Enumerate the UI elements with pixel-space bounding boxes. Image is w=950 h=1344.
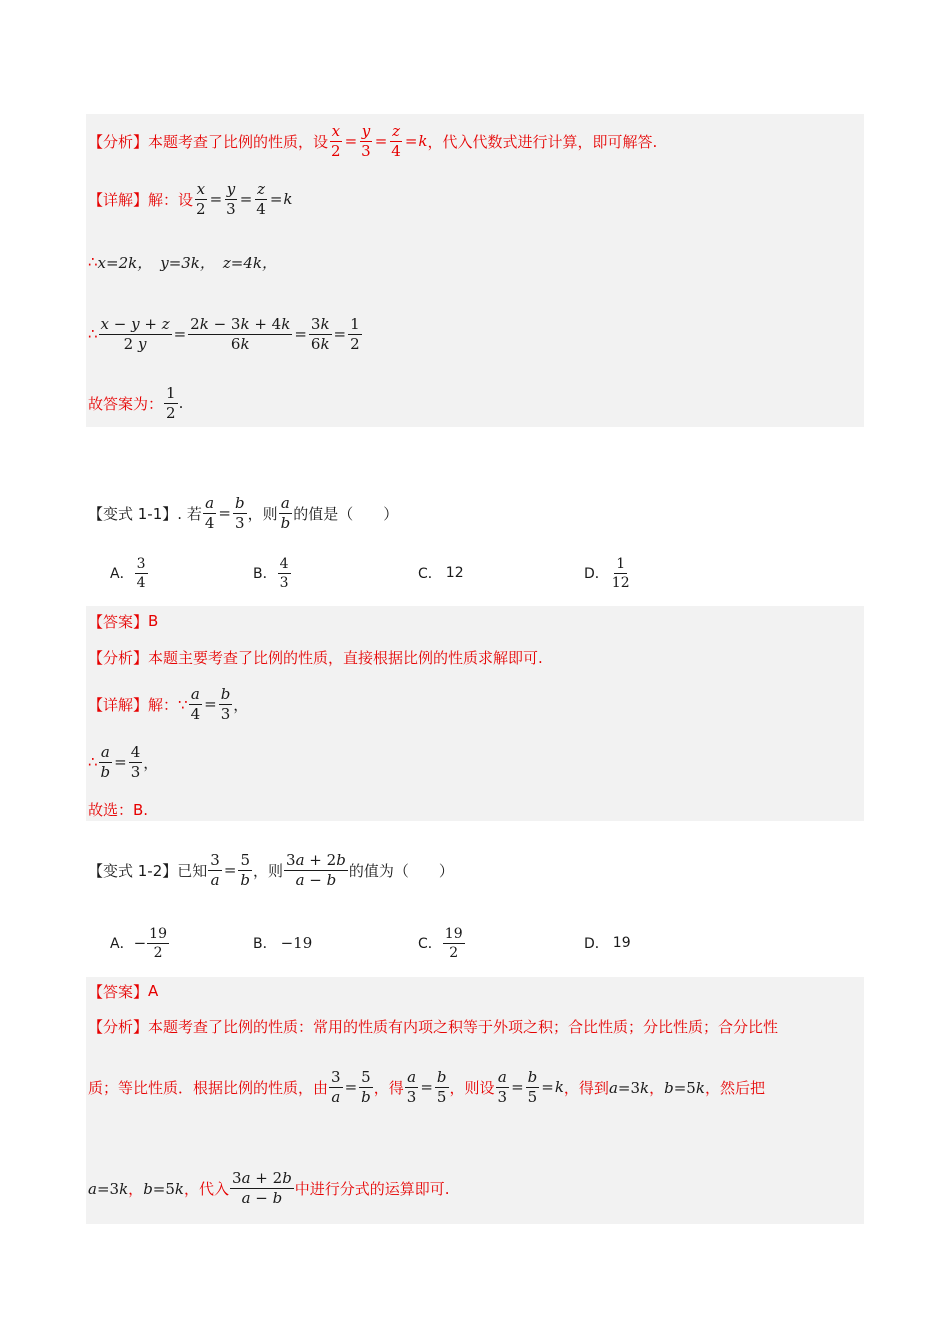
- answer-value: B: [148, 612, 159, 630]
- analysis-text: 本题考查了比例的性质：常用的性质有内项之积等于外项之积；合比性质；分比性质；合分比性: [148, 1017, 779, 1036]
- final-choice: 故选：B.: [88, 800, 149, 819]
- question-1-1: [88, 490, 398, 536]
- option-value: 12: [445, 565, 464, 581]
- analysis-line: [88, 1015, 778, 1037]
- analysis-text: 本题考查了比例的性质，设: [148, 132, 329, 151]
- analysis-line-2: 质；等比性质．根据比例的性质，由 $\frac{3}{a}$ = $\frac{5}{b}$ ，得 $\frac{a}{3}$ = $\frac{b}{5}$ ，则设 $\frac{a}{3}$ = $\frac{b}{5}$ =k ，得到 a=3k，b=5k ，然后把: [88, 1067, 765, 1106]
- analysis-line: [88, 646, 543, 668]
- option-label: B．: [253, 936, 277, 952]
- question-formula: $\frac{3}{a}$ = $\frac{5}{b}$: [210, 850, 251, 889]
- question-text: 的值是（ ）: [293, 504, 399, 523]
- answer-fraction: $\frac{1}{2}$: [166, 383, 176, 422]
- question-1-2: [88, 846, 454, 894]
- therefore-symbol: ∴: [88, 325, 98, 343]
- option-a[interactable]: A． − $\frac{19}{2}$: [110, 925, 167, 961]
- question-text: 已知: [177, 861, 208, 880]
- ratio-formula: $\frac{x}{2}$ = $\frac{y}{3}$ = $\frac{z}{4}$ =k: [196, 179, 293, 218]
- option-c[interactable]: [418, 562, 464, 584]
- question-text: 的值为（ ）: [348, 861, 454, 880]
- detail-line-1: [88, 178, 293, 220]
- question-text: ，则: [253, 861, 284, 880]
- option-b[interactable]: [253, 932, 312, 954]
- option-label: A．: [110, 936, 134, 952]
- question-label: 【变式 1-1】: [88, 504, 178, 523]
- option-d[interactable]: [584, 932, 631, 954]
- detail-text: 解：∵: [148, 695, 188, 714]
- therefore-symbol: ∴: [88, 253, 98, 271]
- question-label: 【变式 1-2】: [88, 861, 178, 880]
- answer-label: 【答案】: [88, 612, 149, 631]
- answer-line: [88, 610, 158, 632]
- option-label: A．: [110, 566, 134, 582]
- option-label: C．: [418, 936, 442, 952]
- computation-line: [88, 310, 363, 358]
- answer-line: [88, 980, 158, 1002]
- y-equation: y=3k，: [160, 253, 215, 272]
- analysis-label: 【分析】: [88, 1017, 149, 1036]
- therefore-symbol: ∴: [88, 753, 98, 771]
- detail-label: 【详解】: [88, 695, 149, 714]
- option-a[interactable]: A． $\frac{3}{4}$: [110, 555, 146, 591]
- detail-label: 【详解】: [88, 190, 149, 209]
- option-label: D．: [584, 566, 609, 582]
- analysis-text: 本题主要考查了比例的性质，直接根据比例的性质求解即可.: [148, 648, 543, 667]
- option-b[interactable]: B． $\frac{4}{3}$: [253, 555, 289, 591]
- option-d[interactable]: D． $\frac{1}{12}$: [584, 555, 630, 591]
- answer-text: 故答案为：: [88, 394, 164, 413]
- xyz-line: [88, 250, 277, 274]
- answer-period: .: [178, 394, 184, 412]
- answer-label: 【答案】: [88, 982, 149, 1001]
- analysis-label: 【分析】: [88, 648, 149, 667]
- option-label: D．: [584, 936, 609, 952]
- question-text: ，则: [247, 504, 278, 523]
- conclusion-line: ∴ $\frac{a}{b}$ = $\frac{4}{3}$ ，: [88, 742, 159, 781]
- question-text: . 若: [177, 504, 202, 523]
- ratio-formula: $\frac{x}{2}$ = $\frac{y}{3}$ = $\frac{z}{4}$ =k: [331, 121, 428, 160]
- detail-line: 【详解】 解：∵ $\frac{a}{4}$ = $\frac{b}{3}$ ，: [88, 684, 249, 723]
- analysis-text: ，代入代数式进行计算，即可解答.: [427, 132, 658, 151]
- option-c[interactable]: C． $\frac{19}{2}$: [418, 925, 463, 961]
- detail-text: 解：设: [148, 190, 194, 209]
- computation-formula: $\frac{x - y + z}{2 y}$ = $\frac{2k - 3k + 4k}{6k}$ = $\frac{3k}{6k}$ = $\frac{1}{2}$: [100, 314, 360, 353]
- question-target: $\frac{a}{b}$: [280, 493, 291, 532]
- analysis-line-1: [88, 120, 657, 162]
- option-label: B．: [253, 566, 277, 582]
- analysis-line-3: a=3k，b=5k ，代入 $\frac{3a + 2b}{a - b}$ 中进行分式的运算即可.: [88, 1168, 450, 1207]
- answer-value: A: [148, 982, 159, 1000]
- question-target: $\frac{3a + 2b}{a - b}$: [286, 850, 346, 889]
- answer-line-1: [88, 380, 183, 426]
- option-value: 19: [612, 935, 631, 951]
- x-equation: x=2k，: [97, 253, 153, 272]
- z-equation: z=4k，: [222, 253, 278, 272]
- option-label: C．: [418, 566, 442, 582]
- option-value: −19: [280, 934, 313, 952]
- question-formula: $\frac{a}{4}$ = $\frac{b}{3}$: [204, 493, 245, 532]
- analysis-label: 【分析】: [88, 132, 149, 151]
